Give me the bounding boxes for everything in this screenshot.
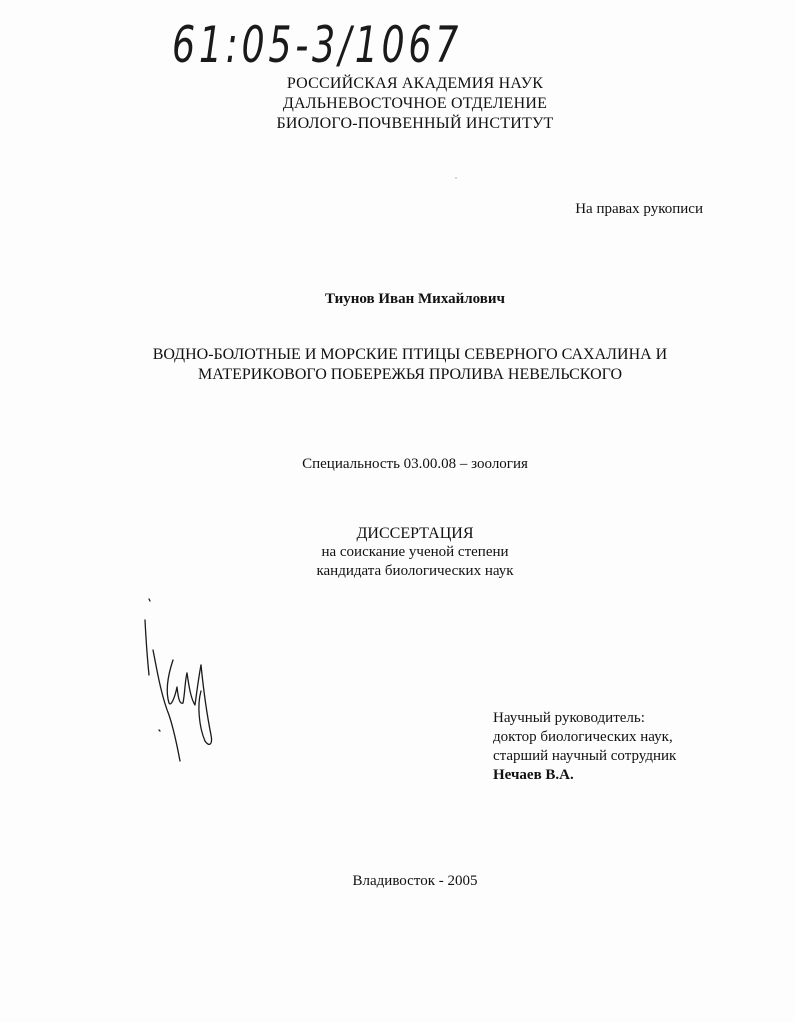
supervisor-degree: доктор биологических наук, [493,729,673,745]
institution-block [230,74,600,134]
supervisor-block [493,709,753,785]
paper-speck [455,177,457,179]
handwritten-archive-number-text: 61:05-3/1067 [172,16,462,74]
degree-line-2: кандидата биологических наук [316,563,514,579]
supervisor-name: Нечаев В.А. [493,767,574,783]
specialty: Специальность 03.00.08 – зоология [302,456,528,472]
institution-academy: РОССИЙСКАЯ АКАДЕМИЯ НАУК [286,75,544,92]
institution-branch: ДАЛЬНЕВОСТОЧНОЕ ОТДЕЛЕНИЕ [282,95,548,112]
degree-block [250,524,580,581]
handwritten-signature [135,595,225,770]
institution-name: БИОЛОГО-ПОЧВЕННЫЙ ИНСТИТУТ [276,115,554,132]
degree-line-1: на соискание ученой степени [321,544,509,560]
thesis-title-line-2: МАТЕРИКОВОГО ПОБЕРЕЖЬЯ ПРОЛИВА НЕВЕЛЬСКОГО [197,366,623,383]
place-and-year: Владивосток - 2005 [352,873,478,889]
thesis-title-line-1: ВОДНО-БОЛОТНЫЕ И МОРСКИЕ ПТИЦЫ СЕВЕРНОГО САХАЛИНА И [152,346,668,363]
manuscript-rights-note: На правах рукописи [575,201,703,217]
supervisor-label: Научный руководитель: [493,710,645,726]
degree-heading: ДИССЕРТАЦИЯ [356,525,474,542]
supervisor-position: старший научный сотрудник [493,748,677,764]
author-name: Тиунов Иван Михайлович [324,291,506,307]
thesis-title [130,345,690,385]
